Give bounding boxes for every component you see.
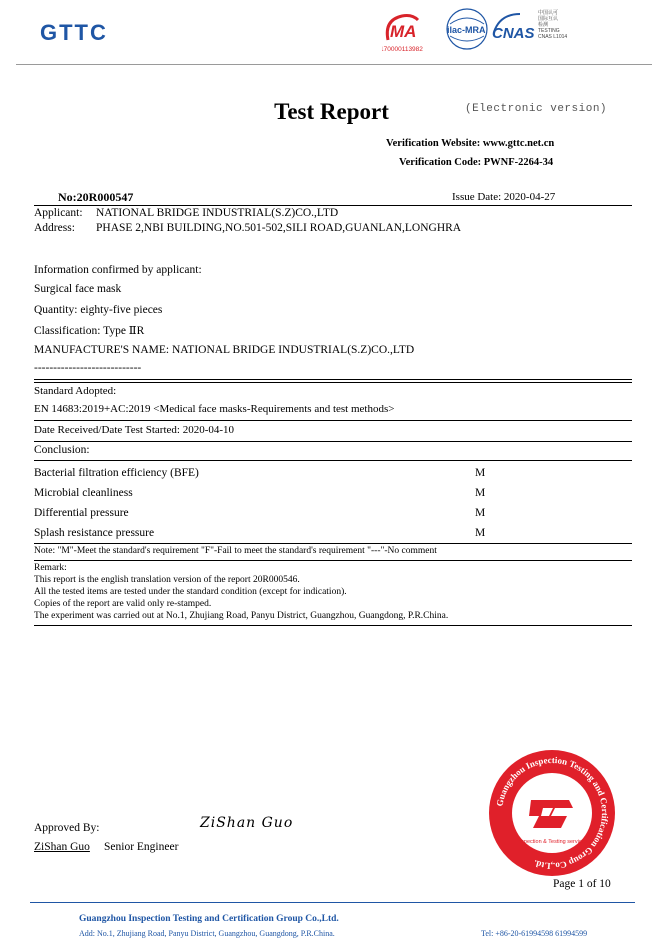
footer-telephone: Tel: +86-20-61994598 61994599 bbox=[481, 929, 588, 938]
issue-date: Issue Date: 2020-04-27 bbox=[452, 191, 556, 203]
info-heading: Information confirmed by applicant: bbox=[34, 264, 202, 276]
conclusion-item-result: M bbox=[475, 467, 486, 479]
remark-line: All the tested items are tested under the standard condition (except for indication). bbox=[34, 587, 347, 597]
divider-4 bbox=[34, 441, 632, 442]
ilac-text: ilac-MRA bbox=[447, 25, 486, 35]
approver-signature: ZiShan Guo bbox=[200, 815, 294, 831]
divider-1 bbox=[34, 205, 632, 206]
manufacturer-name: MANUFACTURE'S NAME: NATIONAL BRIDGE INDUSTRIAL(S.Z)CO.,LTD bbox=[34, 344, 415, 356]
standard-value: EN 14683:2019+AC:2019 <Medical face masks-Requirements and test methods> bbox=[34, 403, 395, 415]
seal-bottom-text: Inspection & Testing services bbox=[516, 839, 588, 845]
company-seal bbox=[487, 748, 617, 878]
report-title: Test Report bbox=[274, 99, 389, 124]
address-value: PHASE 2,NBI BUILDING,NO.501-502,SILI ROAD,GUANLAN,LONGHRA bbox=[96, 222, 462, 234]
conclusion-item-name: Differential pressure bbox=[34, 507, 129, 519]
applicant-value: NATIONAL BRIDGE INDUSTRIAL(S.Z)CO.,LTD bbox=[96, 207, 339, 219]
standard-label: Standard Adopted: bbox=[34, 385, 117, 397]
remark-label: Remark: bbox=[34, 563, 67, 573]
edition-label: (Electronic version) bbox=[465, 103, 608, 115]
approver-name: ZiShan Guo bbox=[34, 841, 90, 853]
result-legend-note: Note: "M"-Meet the standard's requirement "F"-Fail to meet the standard's requirement "---"-No comment bbox=[34, 546, 437, 556]
approved-by-label: Approved By: bbox=[34, 822, 100, 834]
cma-mark bbox=[382, 10, 442, 54]
classification: Classification: Type ⅡR bbox=[34, 325, 145, 337]
ma-number: 170000113982 bbox=[382, 46, 423, 53]
divider-6 bbox=[34, 543, 632, 544]
conclusion-item-name: Microbial cleanliness bbox=[34, 487, 133, 499]
conclusion-label: Conclusion: bbox=[34, 444, 90, 456]
verification-code: Verification Code: PWNF-2264-34 bbox=[399, 157, 554, 168]
footer-address: Add: No.1, Zhujiang Road, Panyu District, Guangzhou, Guangdong, P.R.China. bbox=[79, 929, 335, 938]
divider-2b bbox=[34, 382, 632, 383]
dash-separator: ---------------------------- bbox=[34, 362, 142, 374]
date-received: Date Received/Date Test Started: 2020-04-10 bbox=[34, 424, 235, 436]
page-number: Page 1 of 10 bbox=[553, 878, 611, 890]
cnas-side-text: 中国认可 国际互认 检测 TESTING CNAS L1014 bbox=[538, 10, 568, 40]
ilac-mra-mark bbox=[444, 6, 490, 52]
footer-company: Guangzhou Inspection Testing and Certification Group Co.,Ltd. bbox=[79, 914, 339, 924]
divider-7 bbox=[34, 560, 632, 561]
approver-title: Senior Engineer bbox=[104, 841, 179, 853]
cnas-text: CNAS bbox=[492, 25, 535, 42]
conclusion-item-result: M bbox=[475, 527, 486, 539]
cnas-mark bbox=[490, 6, 542, 52]
header-divider bbox=[16, 64, 652, 65]
remark-line: This report is the english translation version of the report 20R000546. bbox=[34, 575, 300, 585]
conclusion-item-name: Splash resistance pressure bbox=[34, 527, 155, 539]
divider-8 bbox=[34, 625, 632, 626]
verification-website: Verification Website: www.gttc.net.cn bbox=[386, 138, 555, 149]
conclusion-item-name: Bacterial filtration efficiency (BFE) bbox=[34, 467, 199, 479]
quantity: Quantity: eighty-five pieces bbox=[34, 304, 163, 316]
divider-5 bbox=[34, 460, 632, 461]
conclusion-item-result: M bbox=[475, 487, 486, 499]
address-label: Address: bbox=[34, 222, 75, 234]
applicant-label: Applicant: bbox=[34, 207, 83, 219]
remark-line: The experiment was carried out at No.1, Zhujiang Road, Panyu District, Guangzhou, Guangdong, P.R.China. bbox=[34, 611, 449, 621]
product-name: Surgical face mask bbox=[34, 283, 122, 295]
gttc-logo: GTTC bbox=[40, 20, 108, 45]
divider-3 bbox=[34, 420, 632, 421]
conclusion-item-result: M bbox=[475, 507, 486, 519]
divider-2a bbox=[34, 379, 632, 380]
footer-divider bbox=[30, 902, 635, 903]
report-number: No:20R000547 bbox=[58, 190, 134, 204]
remark-line: Copies of the report are valid only re-stamped. bbox=[34, 599, 212, 609]
svg-text:Guangzhou Inspection Testing a: Guangzhou Inspection Testing and Certification Group Co.,Ltd. bbox=[494, 754, 611, 872]
ma-text: MA bbox=[390, 22, 417, 41]
